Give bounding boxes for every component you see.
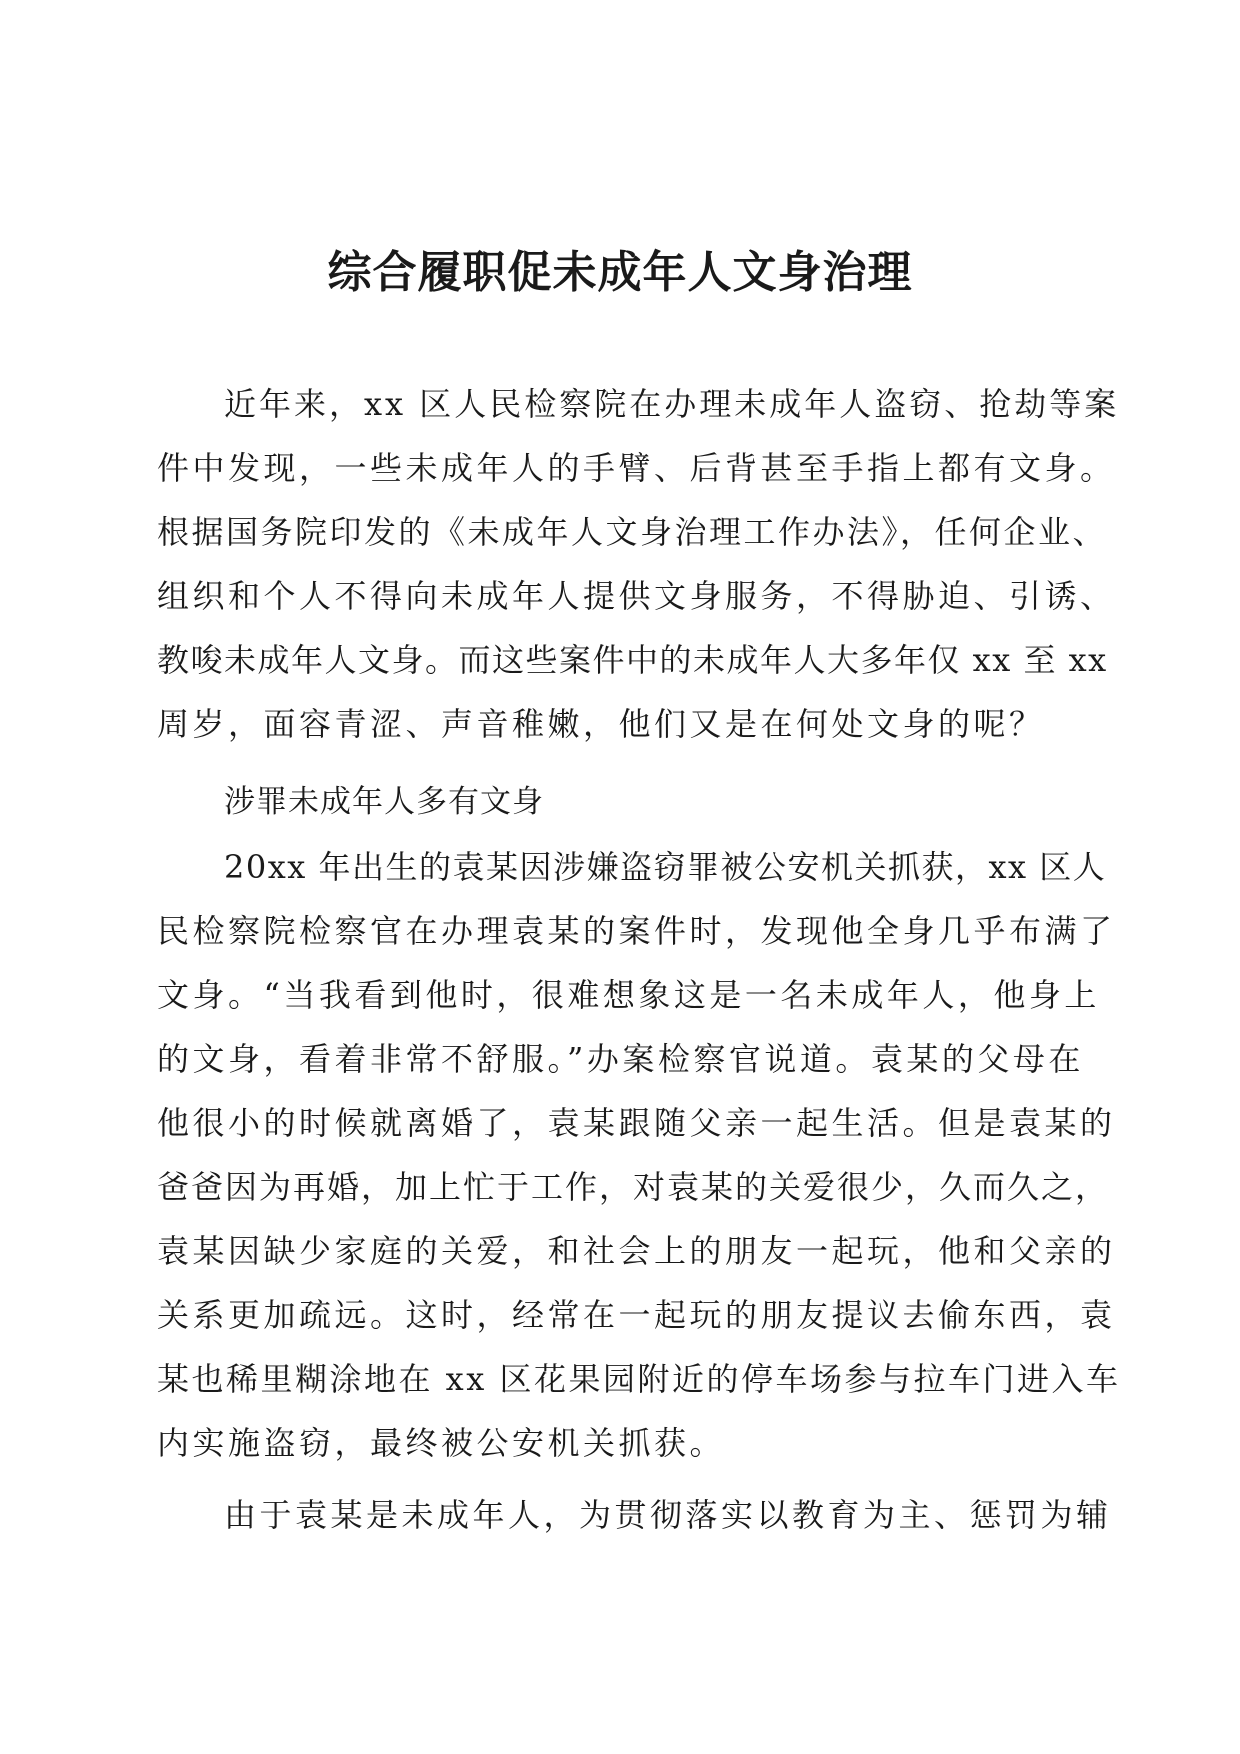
body-line: 的文身，看着非常不舒服。”办案检察官说道。袁某的父母在 xyxy=(157,1040,1084,1078)
body-line: 由于袁某是未成年人，为贯彻落实以教育为主、惩罚为辅 xyxy=(224,1496,1112,1534)
body-line: 爸爸因为再婚，加上忙于工作，对袁某的关爱很少，久而久之， xyxy=(157,1168,1110,1206)
body-line: 20xx 年出生的袁某因涉嫌盗窃罪被公安机关抓获，xx 区人 xyxy=(224,848,1107,886)
body-line: 某也稀里糊涂地在 xx 区花果园附近的停车场参与拉车门进入车 xyxy=(157,1360,1121,1398)
body-line: 关系更加疏远。这时，经常在一起玩的朋友提议去偷东西，袁 xyxy=(157,1296,1116,1334)
body-line: 袁某因缺少家庭的关爱，和社会上的朋友一起玩，他和父亲的 xyxy=(157,1232,1116,1270)
body-line: 他很小的时候就离婚了，袁某跟随父亲一起生活。但是袁某的 xyxy=(157,1104,1116,1142)
body-line: 近年来，xx 区人民检察院在办理未成年人盗窃、抢劫等案 xyxy=(224,385,1120,423)
body-line: 教唆未成年人文身。而这些案件中的未成年人大多年仅 xx 至 xx xyxy=(157,641,1108,679)
body-line: 组织和个人不得向未成年人提供文身服务，不得胁迫、引诱、 xyxy=(157,577,1116,615)
page-title: 综合履职促未成年人文身治理 xyxy=(327,247,913,298)
body-line: 内实施盗窃，最终被公安机关抓获。 xyxy=(157,1424,726,1462)
body-line: 民检察院检察官在办理袁某的案件时，发现他全身几乎布满了 xyxy=(157,912,1116,950)
body-line: 根据国务院印发的《未成年人文身治理工作办法》，任何企业、 xyxy=(157,513,1108,551)
body-line: 件中发现，一些未成年人的手臂、后背甚至手指上都有文身。 xyxy=(157,449,1116,487)
body-line: 文身。“当我看到他时，很难想象这是一名未成年人，他身上 xyxy=(157,976,1100,1014)
section-heading: 涉罪未成年人多有文身 xyxy=(224,784,544,820)
body-line: 周岁，面容青涩、声音稚嫩，他们又是在何处文身的呢？ xyxy=(157,705,1045,743)
